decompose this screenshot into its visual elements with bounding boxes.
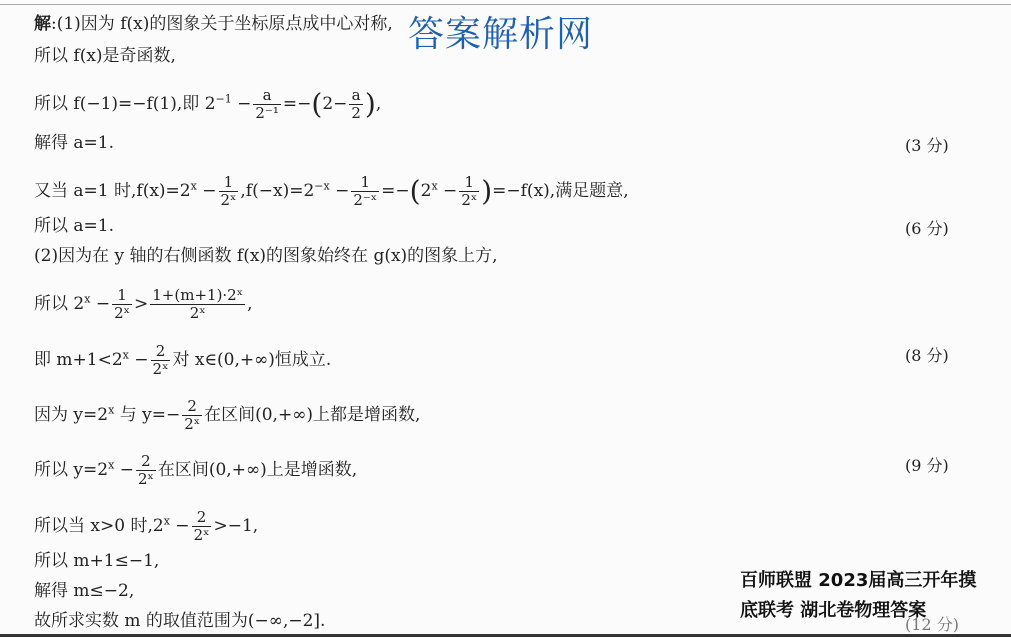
line-text: ,f(−x)=2 <box>240 181 315 201</box>
line-text: 在区间(0,+∞)上是增函数, <box>157 460 358 480</box>
line-text: − <box>196 181 217 201</box>
exponent: x <box>108 403 115 417</box>
brand-caption-line-1: 百师联盟 2023届高三开年摸 <box>740 570 977 591</box>
score-marker: (8 分) <box>905 346 949 365</box>
solution-line-12 <box>34 509 1011 544</box>
line-text: 又当 a=1 时,f(x)=2 <box>34 181 191 201</box>
line-text: =−f(x),满足题意, <box>492 181 629 201</box>
fraction: $\frac{a}{2}$ <box>351 86 361 122</box>
line-text: − <box>329 181 350 201</box>
solution-line-14: 解得 m≤−2, <box>34 581 135 601</box>
solution-line-9 <box>34 343 1011 378</box>
exponent: x <box>163 514 170 528</box>
line-text: 与 y=− <box>114 405 181 425</box>
line-text: :(1)因为 f(x)的图象关于坐标原点成中心对称, <box>51 14 393 34</box>
line-text: 所以 2 <box>34 294 85 314</box>
line-text: > <box>134 294 149 314</box>
line-text: − <box>128 350 149 370</box>
line-text: 2− <box>322 94 348 114</box>
fraction: $\frac{a}{\text{2⁻¹}}$ <box>255 86 279 122</box>
exponent: x <box>108 458 115 472</box>
exponent: x <box>122 348 129 362</box>
solution-line-3 <box>34 87 1011 122</box>
line-text: 所以 f(−1)=−f(1),即 2 <box>34 94 216 114</box>
line-text: − <box>114 460 134 480</box>
brand-caption-line-2: 底联考 湖北卷物理答案 <box>740 600 927 621</box>
fraction: $\frac{\text{1+(m+1)·2ˣ}}{\text{2ˣ}}$ <box>152 286 244 322</box>
line-text: − <box>90 294 111 314</box>
exponent: x <box>190 179 197 193</box>
exponent: x <box>431 179 438 193</box>
fraction: $\frac{1}{\text{2ˣ}}$ <box>114 286 131 322</box>
line-text: 对 x∈(0,+∞)恒成立. <box>172 350 332 370</box>
solution-line-6: 所以 a=1. <box>34 216 115 236</box>
line-text: 在区间(0,+∞)上都是增函数, <box>204 405 421 425</box>
fraction: $\frac{2}{\text{2ˣ}}$ <box>137 452 154 488</box>
score-marker: (6 分) <box>905 219 949 238</box>
top-rule <box>0 4 1011 5</box>
paren: ( <box>311 87 323 121</box>
fraction: $\frac{1}{\text{2ˣ}}$ <box>461 173 478 209</box>
exponent: −x <box>314 179 330 193</box>
exponent: −1 <box>215 92 232 106</box>
solution-line-1 <box>34 14 1011 34</box>
line-text: >−1, <box>213 516 259 536</box>
solution-line-4: 解得 a=1. <box>34 133 115 153</box>
solution-line-5 <box>34 174 1011 209</box>
solution-line-2: 所以 f(x)是奇函数, <box>34 46 176 66</box>
exponent: x <box>84 292 91 306</box>
line-text: =− <box>282 94 312 114</box>
solution-line-13: 所以 m+1≤−1, <box>34 551 160 571</box>
fraction: $\frac{2}{\text{2ˣ}}$ <box>193 508 210 544</box>
line-text: 因为 y=2 <box>34 405 109 425</box>
line-text: 2 <box>420 181 432 201</box>
paren: ) <box>481 174 493 208</box>
line-text: − <box>437 181 458 201</box>
score-marker: (3 分) <box>905 136 949 155</box>
line-text: , <box>247 294 253 314</box>
paren: ( <box>409 174 421 208</box>
fraction: $\frac{1}{\text{2ˣ}}$ <box>220 173 237 209</box>
line-text: =− <box>381 181 410 201</box>
watermark-text: 答案解析网 <box>408 14 594 55</box>
fraction: $\frac{1}{\text{2⁻ˣ}}$ <box>353 173 378 209</box>
solution-line-8 <box>34 287 1011 322</box>
solution-label: 解 <box>34 14 51 34</box>
solution-line-15: 故所求实数 m 的取值范围为(−∞,−2]. <box>34 611 326 631</box>
score-marker: (12 分) <box>905 615 959 634</box>
fraction: $\frac{2}{\text{2ˣ}}$ <box>152 342 169 378</box>
paren: ) <box>364 87 376 121</box>
line-text: 所以当 x>0 时,2 <box>34 516 164 536</box>
line-text: − <box>169 516 190 536</box>
line-text: 即 m+1<2 <box>34 350 123 370</box>
line-text: , <box>375 94 382 114</box>
line-text: − <box>231 94 252 114</box>
line-text: 所以 y=2 <box>34 460 109 480</box>
solution-line-10 <box>34 398 1011 433</box>
fraction: $\frac{2}{\text{2ˣ}}$ <box>184 397 201 433</box>
score-marker: (9 分) <box>905 456 949 475</box>
solution-line-11 <box>34 453 1011 488</box>
solution-line-7: (2)因为在 y 轴的右侧函数 f(x)的图象始终在 g(x)的图象上方, <box>34 246 498 266</box>
